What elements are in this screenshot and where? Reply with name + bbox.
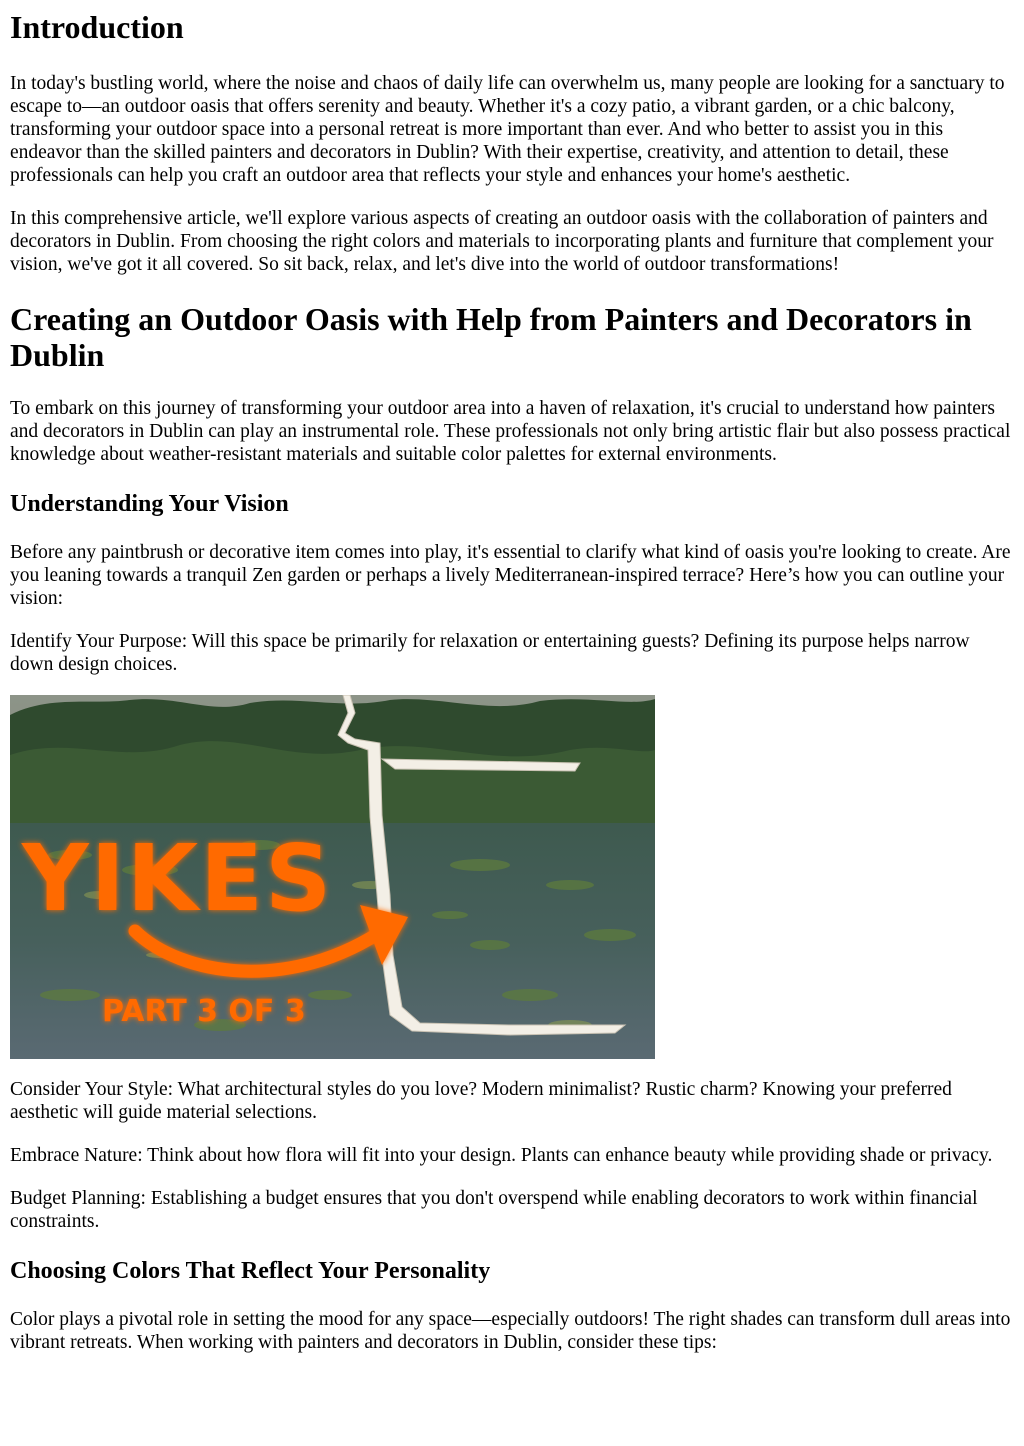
yikes-text: YIKES	[22, 825, 334, 932]
budget-planning-paragraph: Budget Planning: Establishing a budget ensures that you don't overspend while enabling decorators to work within financial constraints.	[10, 1188, 978, 1232]
heading-choosing-colors: Choosing Colors That Reflect Your Personality	[10, 1258, 491, 1284]
foliage	[10, 741, 655, 830]
embrace-nature-paragraph: Embrace Nature: Think about how flora will fit into your design. Plants can enhance beauty while providing shade or privacy.	[10, 1145, 993, 1166]
vision-paragraph: Before any paintbrush or decorative item comes into play, it's essential to clarify what kind of oasis you're looking to create. Are you leaning towards a tranquil Zen garden or perhaps a lively Mediterranean-inspired terrace? Here’s how you can outline your vision:	[10, 542, 1011, 609]
yikes-painting-image	[10, 695, 655, 1059]
heading-understanding-vision: Understanding Your Vision	[10, 491, 289, 517]
intro-paragraph-2: In this comprehensive article, we'll explore various aspects of creating an outdoor oasis with the collaboration of painters and decorators in Dublin. From choosing the right colors and materials to incorporating plants and furniture that complement your vision, we've got it all covered. So sit back, relax, and let's dive into the world of outdoor transformations!	[10, 208, 994, 275]
identify-purpose-paragraph: Identify Your Purpose: Will this space be primarily for relaxation or entertaining guests? Defining its purpose helps narrow down design choices.	[10, 631, 970, 675]
part-3-of-3-text: PART 3 OF 3	[102, 994, 306, 1029]
intro-paragraph-1: In today's bustling world, where the noise and chaos of daily life can overwhelm us, many people are looking for a sanctuary to escape to—an outdoor oasis that offers serenity and beauty. Whether it's a cozy patio, a vibrant garden, or a chic balcony, transforming your outdoor space into a personal retreat is more important than ever. And who better to assist you in this endeavor than the skilled painters and decorators in Dublin? With their expertise, creativity, and attention to detail, these professionals can help you craft an outdoor area that reflects your style and enhances your home's aesthetic.	[10, 73, 1005, 186]
heading-creating-oasis: Creating an Outdoor Oasis with Help from Painters and Decorators in Dublin	[10, 301, 972, 373]
consider-style-paragraph: Consider Your Style: What architectural styles do you love? Modern minimalist? Rustic charm? Knowing your preferred aesthetic will guide material selections.	[10, 1079, 952, 1123]
creating-paragraph: To embark on this journey of transforming your outdoor area into a haven of relaxation, it's crucial to understand how painters and decorators in Dublin can play an instrumental role. These professionals not only bring artistic flair but also possess practical knowledge about weather-resistant materials and suitable color palettes for external environments.	[10, 398, 1011, 465]
heading-introduction: Introduction	[10, 9, 184, 45]
colors-paragraph: Color plays a pivotal role in setting the mood for any space—especially outdoors! The right shades can transform dull areas into vibrant retreats. When working with painters and decorators in Dublin, consider these tips:	[10, 1309, 1011, 1353]
painting-svg	[10, 695, 655, 1059]
